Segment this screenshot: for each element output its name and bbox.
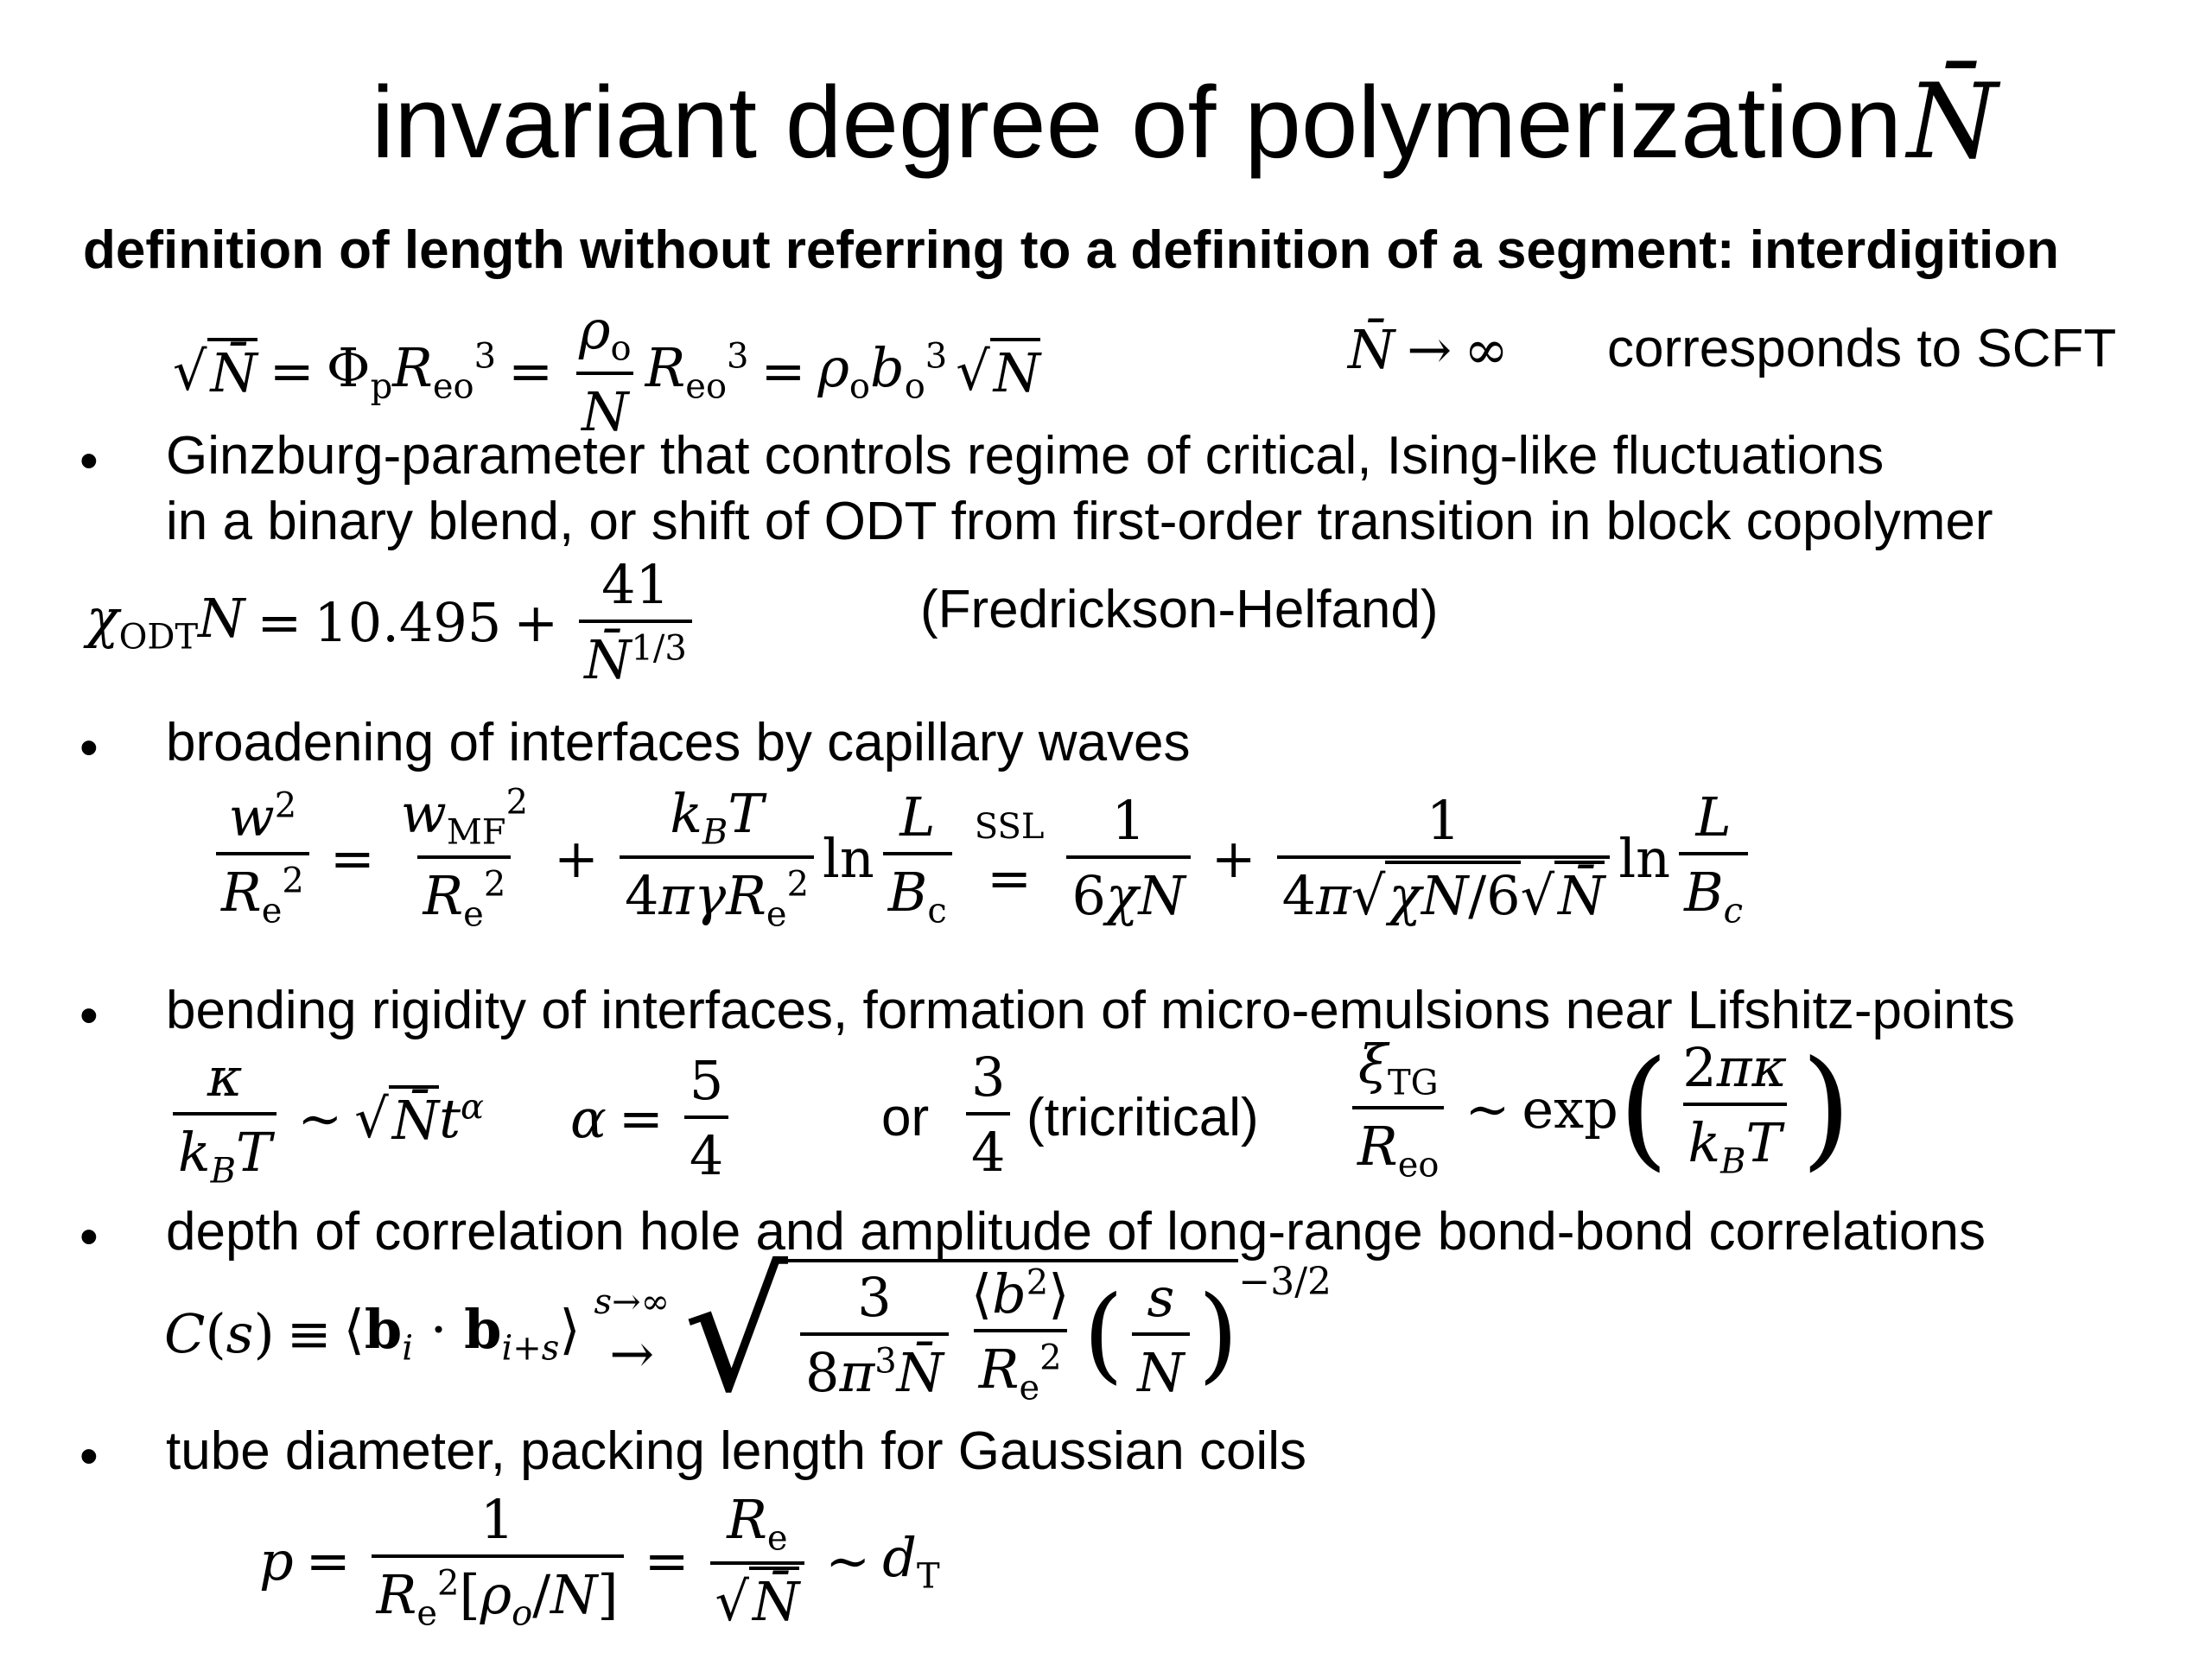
packing-length-equation: p = $\frac{1}{R_e^2[\rho_o/N]}$ = $\frac{R_e}{√N̄}$ ∼ $d_T$ xyxy=(259,1488,940,1634)
bullet-4-line1: depth of correlation hole and amplitude of long-range bond-bond correlations xyxy=(166,1202,1986,1262)
title-text: invariant degree of polymerization xyxy=(372,66,1902,180)
bending-rigidity-equation: $\frac{\kappa}{k_BT}$ ∼ √ N̄ $t^\alpha$ α = $\frac{5}{4}$ xyxy=(164,1046,737,1191)
xi-tg-equation: $\frac{\xi_{TG}}{R_{eo}}$ ∼ exp ( $\frac{2\pi\kappa}{k_BT}$ ) xyxy=(1344,1033,1852,1185)
three-quarters: $\frac{3}{4}$ xyxy=(957,1046,1019,1184)
tricritical-text: (tricritical) xyxy=(1027,1088,1259,1147)
bullet-5-line1: tube diameter, packing length for Gaussian coils xyxy=(166,1421,1306,1481)
page-title xyxy=(372,62,1998,182)
definition-equation: √ N̄ = $\Phi_pR_{eo}^3$ = $\frac{\rho_o}{N}$ $R_{eo}^3$ = $\rho_ob_o^3$ √ N xyxy=(173,298,1040,444)
bullet-marker-2: • xyxy=(79,718,99,778)
bullet-1-line1: Ginzburg-parameter that controls regime of critical, Ising-like fluctuations xyxy=(166,426,1885,486)
capillary-wave-equation: $\frac{w^2}{R_e^2}$ = $\frac{w_{MF}^2}{R_e^2}$ + $\frac{k_BT}{4\pi\gamma R_e^2}$ ln $\frac{L}{B_c}$ SSL = $\frac{1}{6\chi N}$ + $\frac{1}{4\pi√\chi N/6√N̄}$ ln $\frac{L}{B_c}$ xyxy=(207,782,1757,935)
fredrickson-helfand-note: (Fredrickson-Helfand) xyxy=(920,580,1439,639)
bullet-marker-5: • xyxy=(79,1427,99,1486)
limit-expression: N̄ → ∞ xyxy=(1348,318,1509,381)
bullet-2-line1: broadening of interfaces by capillary waves xyxy=(166,713,1191,772)
bullet-marker-3: • xyxy=(79,986,99,1046)
bullet-marker-4: • xyxy=(79,1207,99,1267)
or-text: or xyxy=(881,1088,930,1147)
correlation-equation: C(s) ≡ $⟨b_i$ · $b_{i+s}⟩$ s→∞ → √ $\frac{3}{8\pi^3N̄}$ $\frac{⟨b^2⟩}{R_e^2}$ ( $\frac{s}{N}$ ) −3/2 xyxy=(164,1237,1332,1428)
title-symbol: N̄ xyxy=(1906,62,1998,182)
bullet-3-line1: bending rigidity of interfaces, formation of micro-emulsions near Lifshitz-points xyxy=(166,981,2015,1040)
odt-equation: $\chi_{ODT}N$ = 10.495 + $\frac{41}{N̄^{1/3}}$ xyxy=(86,553,701,691)
subtitle: definition of length without referring to a definition of a segment: interdigition xyxy=(83,220,2059,280)
bullet-1-line2: in a binary blend, or shift of ODT from first-order transition in block copolymer xyxy=(166,492,1993,551)
bullet-marker-1: • xyxy=(79,431,99,491)
limit-text: corresponds to SCFT xyxy=(1607,319,2117,378)
